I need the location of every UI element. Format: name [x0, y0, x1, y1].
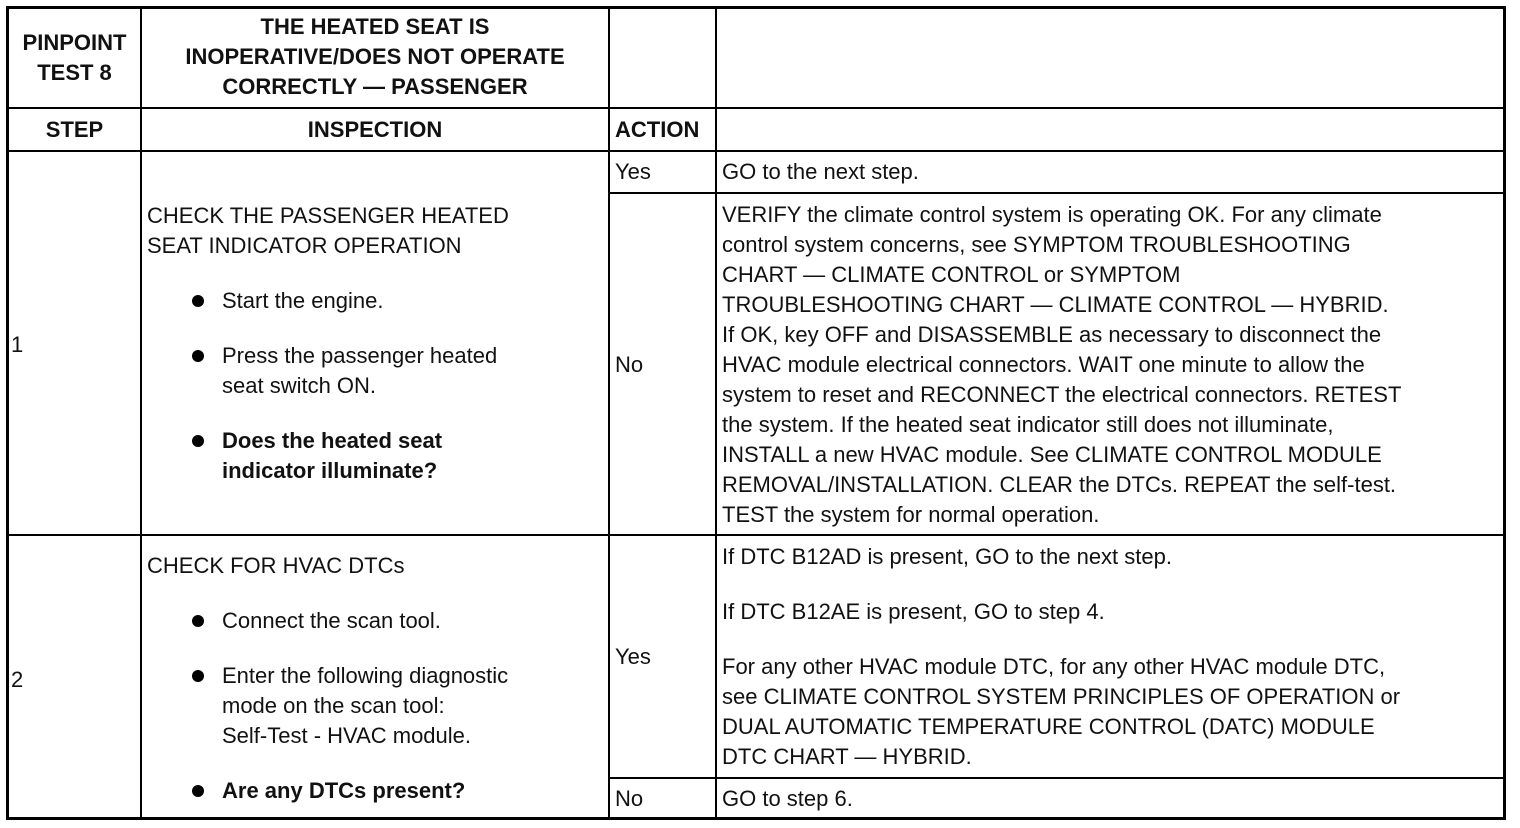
action-result-line: For any other HVAC module DTC, for any other HVAC module DTC, [722, 654, 1386, 679]
action-result-line: If DTC B12AE is present, GO to step 4. [722, 599, 1105, 624]
action-result-line: DUAL AUTOMATIC TEMPERATURE CONTROL (DATC) MODULE [722, 714, 1375, 739]
row-divider-step1-yes [608, 192, 1506, 194]
step-number: 2 [11, 667, 24, 692]
action-result-line: GO to the next step. [722, 159, 919, 184]
action-result-line: If OK, key OFF and DISASSEMBLE as necessary to disconnect the [722, 322, 1382, 347]
bullet-question: Does the heated seat [222, 428, 443, 453]
column-header-step: STEP [45, 117, 104, 142]
row-divider-title [6, 107, 1506, 109]
action-result-line: TEST the system for normal operation. [722, 502, 1100, 527]
action-result-line: INSTALL a new HVAC module. See CLIMATE CONTROL MODULE [722, 442, 1382, 467]
row-divider-header [6, 150, 1506, 152]
bullet-dot [192, 435, 204, 447]
action-result-line: see CLIMATE CONTROL SYSTEM PRINCIPLES OF OPERATION or [722, 684, 1401, 709]
column-header-inspection: INSPECTION [307, 117, 443, 142]
row-divider-step2-yes [608, 777, 1506, 779]
step-number: 1 [11, 332, 24, 357]
bullet-text: mode on the scan tool: [222, 693, 445, 718]
action-answer-no: No [615, 352, 644, 377]
bullet-text: seat switch ON. [222, 373, 377, 398]
test-title-line3: CORRECTLY — PASSENGER [222, 74, 528, 99]
test-title-line2: INOPERATIVE/DOES NOT OPERATE [185, 44, 565, 69]
test-label-line2: TEST 8 [37, 60, 112, 85]
action-result-line: VERIFY the climate control system is operating OK. For any climate [722, 202, 1382, 227]
bullet-dot [192, 785, 204, 797]
action-result-line: DTC CHART — HYBRID. [722, 744, 972, 769]
bullet-text: Start the engine. [222, 288, 384, 313]
action-result-line: GO to step 6. [722, 786, 853, 811]
bullet-dot [192, 670, 204, 682]
bullet-dot [192, 295, 204, 307]
action-result-line: the system. If the heated seat indicator still does not illuminate, [722, 412, 1334, 437]
bullet-question: indicator illuminate? [222, 458, 438, 483]
step-title-line1: CHECK THE PASSENGER HEATED [147, 203, 509, 228]
col-divider-action [715, 6, 717, 820]
action-answer-no: No [615, 786, 644, 811]
column-header-action: ACTION [615, 117, 700, 142]
action-result-line: TROUBLESHOOTING CHART — CLIMATE CONTROL — HYBRID. [722, 292, 1389, 317]
bullet-text: Enter the following diagnostic [222, 663, 509, 688]
action-result-line: If DTC B12AD is present, GO to the next step. [722, 544, 1172, 569]
action-result-line: REMOVAL/INSTALLATION. CLEAR the DTCs. REPEAT the self-test. [722, 472, 1397, 497]
action-result-line: system to reset and RECONNECT the electrical connectors. RETEST [722, 382, 1402, 407]
step-title-line2: SEAT INDICATOR OPERATION [147, 233, 462, 258]
bullet-dot [192, 615, 204, 627]
test-title-line1: THE HEATED SEAT IS [260, 14, 490, 39]
action-answer-yes: Yes [615, 644, 651, 669]
bullet-dot [192, 350, 204, 362]
action-result-line: CHART — CLIMATE CONTROL or SYMPTOM [722, 262, 1181, 287]
action-result-line: HVAC module electrical connectors. WAIT one minute to allow the [722, 352, 1365, 377]
bullet-question: Are any DTCs present? [222, 778, 466, 803]
col-divider-inspection [608, 6, 610, 820]
action-result-line: control system concerns, see SYMPTOM TROUBLESHOOTING [722, 232, 1351, 257]
bullet-text: Connect the scan tool. [222, 608, 441, 633]
bullet-text: Press the passenger heated [222, 343, 498, 368]
bullet-text: Self-Test - HVAC module. [222, 723, 472, 748]
action-answer-yes: Yes [615, 159, 651, 184]
row-divider-step1 [6, 534, 1506, 536]
step-title-line1: CHECK FOR HVAC DTCs [147, 553, 405, 578]
test-label-line1: PINPOINT [22, 30, 127, 55]
